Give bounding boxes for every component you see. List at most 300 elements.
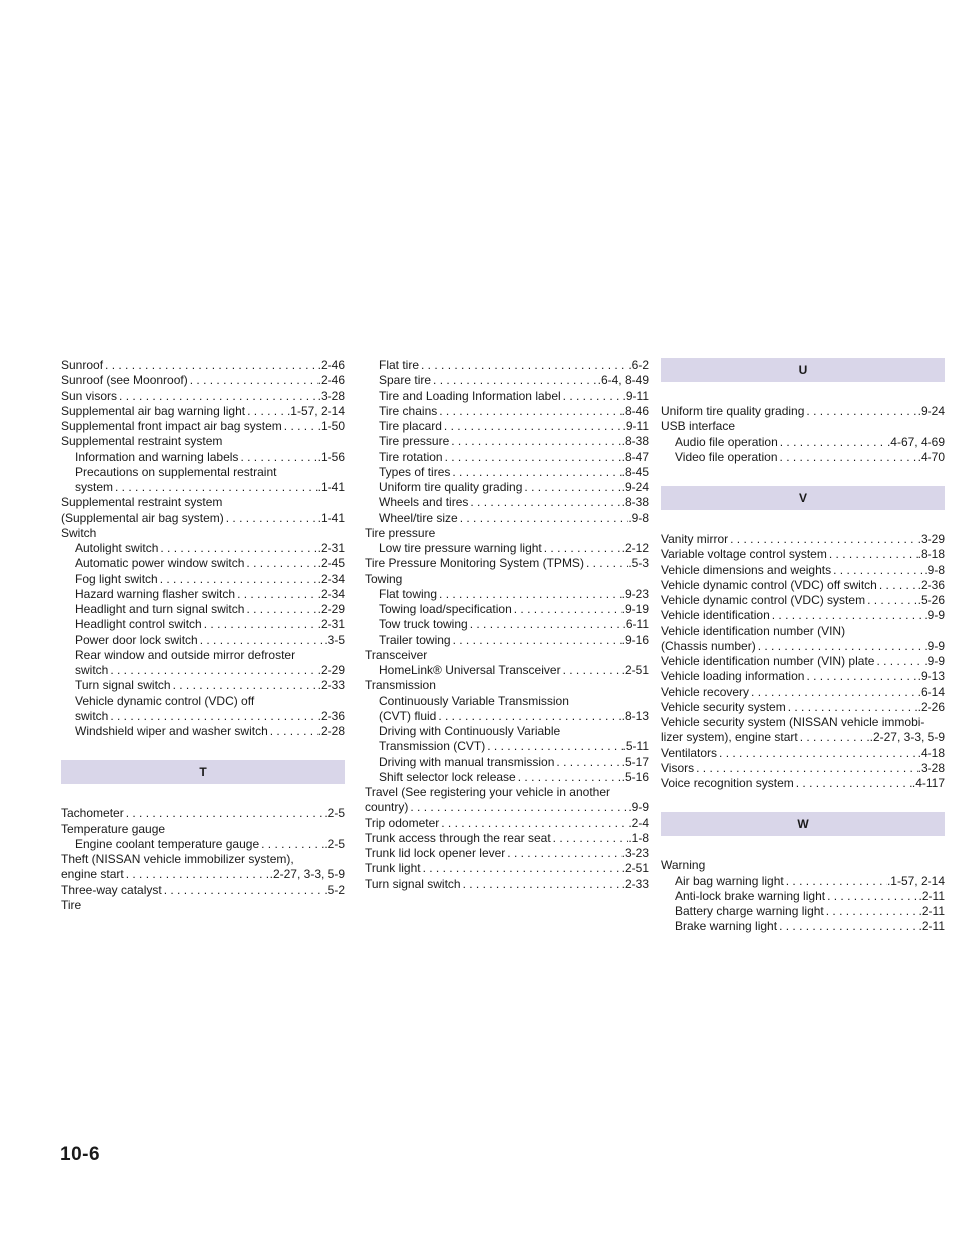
index-term: Continuously Variable Transmission [379, 693, 569, 708]
dot-leader [468, 495, 621, 510]
index-entry-term: HomeLink® Universal Transceiver [379, 663, 561, 677]
index-entry-page: .2-12 [621, 541, 649, 555]
index-term: Vehicle dynamic control (VDC) off [75, 693, 255, 708]
dot-leader [436, 709, 621, 724]
dot-leader [124, 806, 325, 821]
dot-leader [235, 587, 318, 602]
index-entry-term: Supplemental air bag warning light [61, 403, 246, 418]
index-entry-page: .8-47 [621, 449, 649, 464]
index-entry [365, 617, 649, 632]
dot-leader [282, 419, 318, 434]
index-entry-page: .9-9 [924, 638, 945, 653]
index-entry-term: Trunk light [365, 861, 421, 876]
index-term: Transceiver [365, 647, 428, 662]
index-entry-page: .9-24 [917, 404, 945, 418]
index-term: Supplemental restraint system [61, 495, 223, 510]
dot-leader [461, 877, 622, 892]
index-entry [661, 761, 945, 776]
index-entry [365, 800, 649, 815]
index-entry-page: .3-5 [324, 632, 345, 647]
index-entry-page: .5-26 [917, 593, 945, 607]
index-entry-page: .1-8 [628, 830, 649, 845]
dot-leader [522, 480, 621, 495]
index-entry-page: .2-51 [621, 663, 649, 677]
index-column-1 [61, 358, 345, 913]
index-entry-term: Vehicle security system [661, 699, 786, 714]
dot-leader [458, 511, 629, 526]
index-entry-page: .6-14 [917, 684, 945, 699]
index-entry-term: Three-way catalyst [61, 882, 162, 897]
index-entry [365, 770, 649, 785]
index-entry-term: Vehicle dynamic control (VDC) off switch [661, 577, 877, 592]
dot-leader [103, 358, 318, 373]
dot-leader [794, 776, 912, 791]
dot-leader [827, 547, 918, 562]
index-entry [61, 358, 345, 373]
index-entry-term: Anti-lock brake warning light [675, 888, 826, 903]
index-entry-term: Hazard warning flasher switch [75, 586, 236, 601]
index-entry-term: Uniform tire quality grading [379, 480, 523, 494]
index-entry-page: .1-50 [317, 419, 345, 433]
index-entry [365, 373, 649, 388]
dot-leader [158, 572, 318, 587]
index-entry-page: .2-33 [621, 876, 649, 891]
dot-leader [162, 883, 325, 898]
section-letter-heading: T [61, 760, 345, 784]
dot-leader [824, 904, 919, 919]
dot-leader [450, 465, 621, 480]
dot-leader [108, 663, 317, 678]
page-number: 10-6 [60, 1144, 101, 1165]
index-entry-page: .2-28 [317, 724, 345, 738]
index-entry [61, 480, 345, 495]
dot-leader [554, 755, 621, 770]
index-entry-page: .9-11 [622, 419, 649, 433]
index-entry [661, 608, 945, 623]
index-term: Supplemental restraint system [61, 434, 223, 449]
index-entry-page: .2-5 [324, 836, 345, 851]
index-term: Rear window and outside mirror defroster [75, 647, 296, 662]
dot-leader [865, 593, 918, 608]
index-entry-page: .2-46 [317, 358, 345, 372]
index-entry-page: .9-8 [924, 562, 945, 577]
index-entry-term: Visors [661, 760, 695, 775]
section-letter-heading: U [661, 358, 945, 382]
index-entry-term: Sun visors [61, 388, 118, 403]
index-entry [61, 373, 345, 388]
index-entry [365, 389, 649, 404]
dot-leader [421, 861, 622, 876]
index-entry-page: .2-36 [917, 577, 945, 592]
index-entry-term: Tire chains [379, 403, 438, 418]
index-entry-page: .4-117 [911, 776, 945, 790]
index-entry-term: Autolight switch [75, 541, 159, 555]
index-entry-page: .4-67, 4-69 [886, 434, 945, 449]
dot-leader [158, 541, 317, 556]
index-entry [365, 816, 649, 831]
index-entry-page: .1-57, 2-14 [886, 873, 945, 888]
index-entry-term: Uniform tire quality grading [661, 404, 805, 418]
dot-leader [124, 867, 270, 882]
index-term: Tire [61, 897, 82, 912]
index-entry-term: Vehicle identification [661, 608, 770, 623]
dot-leader [584, 556, 628, 571]
dot-leader [238, 450, 317, 465]
dot-leader [113, 480, 318, 495]
index-entry [661, 874, 945, 889]
index-entry [61, 419, 345, 434]
index-entry-page: .9-23 [621, 586, 649, 601]
index-entry [365, 861, 649, 876]
index-entry-term: Vehicle recovery [661, 684, 750, 699]
index-entry-page: .2-31 [317, 541, 345, 555]
dot-leader [778, 435, 887, 450]
index-entry-term: Trunk lid lock opener lever [365, 846, 506, 860]
index-entry-page: .5-2 [324, 882, 345, 897]
index-entry-term: Headlight and turn signal switch [75, 602, 245, 616]
index-entry-term: country) [365, 800, 409, 815]
dot-leader [825, 889, 918, 904]
dot-leader [439, 816, 628, 831]
dot-leader [245, 404, 287, 419]
index-term: Theft (NISSAN vehicle immobilizer system), [61, 852, 294, 866]
index-entry-term: Video file operation [675, 449, 778, 464]
dot-leader [244, 602, 317, 617]
dot-leader [717, 746, 918, 761]
index-term: Driving with Continuously Variable [379, 724, 561, 738]
index-entry-term: Engine coolant temperature gauge [75, 836, 260, 851]
index-entry-page: .9-11 [622, 388, 649, 403]
index-entry-term: Windshield wiper and washer switch [75, 724, 268, 738]
index-entry-page: .9-8 [628, 510, 649, 525]
index-entry-page: .2-34 [317, 586, 345, 601]
index-entry [661, 746, 945, 761]
index-entry-page: .2-4 [628, 815, 649, 830]
index-entry-page: .9-19 [621, 602, 649, 616]
index-entry-page: .8-38 [621, 434, 649, 449]
index-entry [365, 739, 649, 754]
dot-leader [831, 563, 924, 578]
index-entry-page: .8-38 [621, 495, 649, 510]
index-term: Precautions on supplemental restraint [75, 464, 277, 479]
index-entry-page: .2-31 [317, 617, 345, 632]
index-entry [61, 541, 345, 556]
index-entry-term: Ventilators [661, 745, 718, 760]
index-entry [661, 593, 945, 608]
index-entry [61, 404, 345, 419]
index-entry [365, 831, 649, 846]
index-entry [61, 633, 345, 648]
dot-leader [874, 654, 924, 669]
index-entry-page: .6-2 [628, 358, 649, 372]
dot-leader [777, 919, 918, 934]
index-entry-term: (Supplemental air bag system) [61, 510, 224, 525]
dot-leader [259, 837, 324, 852]
index-entry-term: Driving with manual transmission [379, 754, 555, 769]
index-entry-page: .2-27, 3-3, 5-9 [269, 867, 345, 882]
index-entry [61, 511, 345, 526]
index-entry-term: Flat towing [379, 586, 438, 601]
index-entry-term: Tire placard [379, 419, 442, 433]
index-entry-page: .5-11 [622, 739, 649, 754]
index-entry [61, 663, 345, 678]
index-entry [365, 465, 649, 480]
index-term: Vehicle security system (NISSAN vehicle immobi- [661, 715, 925, 729]
index-entry-page: .5-3 [628, 556, 649, 571]
index-entry-term: Vehicle dynamic control (VDC) system [661, 593, 866, 607]
index-entry [365, 755, 649, 770]
index-entry-term: Transmission (CVT) [379, 739, 486, 754]
dot-leader [786, 700, 918, 715]
index-entry [661, 669, 945, 684]
index-entry-page: .6-4, 8-49 [597, 373, 649, 388]
index-entry [365, 633, 649, 648]
index-entry [365, 450, 649, 465]
index-entry-page: .1-41 [317, 480, 345, 494]
index-term: Tire pressure [365, 525, 436, 540]
dot-leader [108, 709, 317, 724]
index-term: Temperature gauge [61, 821, 166, 836]
index-entry-term: Brake warning light [675, 919, 778, 934]
index-entry-term: Air bag warning light [675, 873, 784, 888]
index-entry [661, 450, 945, 465]
dot-leader [512, 602, 622, 617]
index-entry [61, 806, 345, 821]
dot-leader [442, 419, 623, 434]
index-entry [365, 358, 649, 373]
dot-leader [551, 831, 629, 846]
index-entry-term: Variable voltage control system [661, 547, 827, 562]
index-entry-term: Sunroof [61, 358, 104, 372]
index-entry-term: (CVT) fluid [379, 708, 437, 723]
dot-leader [431, 373, 598, 388]
index-entry-term: Tow truck towing [379, 617, 468, 632]
index-entry-page: .6-11 [622, 617, 649, 632]
dot-leader [542, 541, 622, 556]
index-entry-term: Tachometer [61, 806, 124, 821]
index-entry-term: Battery charge warning light [675, 904, 824, 918]
dot-leader [443, 450, 622, 465]
dot-leader [694, 761, 918, 776]
index-entry-page: .9-13 [917, 669, 945, 684]
index-entry-page: .9-9 [628, 800, 649, 815]
index-entry [661, 700, 945, 715]
index-entry [61, 617, 345, 632]
index-entry-page: .2-29 [317, 663, 345, 677]
index-entry-term: Tire pressure [379, 434, 450, 449]
index-entry [661, 889, 945, 904]
index-entry-term: engine start [61, 867, 124, 882]
index-entry-page: .4-18 [917, 745, 945, 760]
index-entry-page: .1-56 [317, 449, 345, 464]
dot-leader [224, 511, 318, 526]
index-entry-term: Headlight control switch [75, 617, 202, 632]
index-entry [61, 556, 345, 571]
index-entry [365, 663, 649, 678]
index-entry [661, 730, 945, 745]
index-entry-term: Fog light switch [75, 571, 158, 586]
index-entry-term: Trailer towing [379, 632, 451, 647]
dot-leader [437, 587, 622, 602]
index-entry [661, 435, 945, 450]
index-entry [365, 541, 649, 556]
index-entry-page: .2-34 [317, 571, 345, 586]
index-entry [61, 678, 345, 693]
index-column-2 [365, 358, 649, 892]
index-entry-page: .8-13 [621, 708, 649, 723]
dot-leader [198, 633, 325, 648]
index-entry [365, 419, 649, 434]
index-entry-page: .9-24 [621, 480, 649, 494]
dot-leader [451, 633, 622, 648]
dot-leader [784, 874, 887, 889]
index-entry-page: .2-36 [317, 708, 345, 723]
dot-leader [516, 770, 622, 785]
index-entry-term: Vehicle dimensions and weights [661, 562, 832, 577]
dot-leader [268, 724, 318, 739]
dot-leader [408, 800, 628, 815]
index-entry-page: .2-11 [918, 919, 945, 934]
index-entry [365, 480, 649, 495]
dot-leader [728, 532, 918, 547]
index-entry [61, 867, 345, 882]
index-entry [61, 587, 345, 602]
dot-leader [770, 608, 925, 623]
index-entry-page: .2-51 [621, 861, 649, 876]
index-entry [61, 602, 345, 617]
index-entry-term: Tire and Loading Information label [379, 388, 561, 403]
index-entry-page: .1-57, 2-14 [286, 403, 345, 418]
index-entry-page: .3-23 [621, 846, 649, 860]
index-entry-page: .4-70 [917, 449, 945, 464]
index-entry [661, 919, 945, 934]
index-entry [661, 532, 945, 547]
index-entry-page: .3-29 [917, 532, 945, 546]
dot-leader [804, 669, 917, 684]
dot-leader [171, 678, 318, 693]
index-entry-term: system [75, 480, 114, 494]
index-entry-term: lizer system), engine start [661, 730, 798, 745]
index-entry-term: Sunroof (see Moonroof) [61, 373, 188, 388]
index-entry [661, 776, 945, 791]
index-term: Towing [365, 571, 403, 586]
index-entry [365, 434, 649, 449]
index-entry [661, 654, 945, 669]
index-entry [365, 495, 649, 510]
index-entry-term: Low tire pressure warning light [379, 541, 542, 555]
index-term: Transmission [365, 678, 436, 693]
index-entry-term: Wheel/tire size [379, 510, 458, 525]
index-entry-term: Supplemental front impact air bag system [61, 419, 282, 433]
index-entry-term: Turn signal switch [365, 876, 461, 891]
dot-leader [798, 730, 870, 745]
index-entry [661, 685, 945, 700]
dot-leader [561, 389, 623, 404]
dot-leader [485, 739, 622, 754]
index-entry-term: Spare tire [379, 373, 432, 388]
index-entry-term: Wheels and tires [379, 495, 469, 510]
index-entry [61, 883, 345, 898]
index-entry-term: Power door lock switch [75, 632, 198, 647]
section-letter-heading: W [661, 812, 945, 836]
dot-leader [756, 639, 925, 654]
index-entry-page: .9-9 [924, 654, 945, 668]
index-term: Warning [661, 858, 706, 873]
index-entry [661, 639, 945, 654]
index-entry-page: .9-9 [924, 608, 945, 623]
index-entry-term: Towing load/specification [379, 602, 512, 616]
index-entry-page: .2-27, 3-3, 5-9 [869, 730, 945, 745]
dot-leader [117, 389, 318, 404]
index-entry [661, 404, 945, 419]
dot-leader [188, 373, 318, 388]
index-entry-term: Turn signal switch [75, 678, 171, 693]
index-entry-term: Vehicle identification number (VIN) plate [661, 654, 875, 668]
index-term: USB interface [661, 419, 736, 434]
index-entry-term: Types of tires [379, 464, 451, 479]
index-entry-page: .2-11 [918, 904, 945, 918]
index-entry-page: .2-26 [917, 699, 945, 714]
index-entry-term: Automatic power window switch [75, 556, 245, 571]
section-letter-heading: V [661, 486, 945, 510]
index-entry [61, 724, 345, 739]
index-entry-page: .2-45 [317, 556, 345, 571]
index-entry-term: Shift selector lock release [379, 769, 516, 784]
index-entry [661, 904, 945, 919]
index-entry-page: .2-46 [317, 373, 345, 388]
index-entry [61, 572, 345, 587]
index-entry [661, 563, 945, 578]
index-entry [661, 547, 945, 562]
dot-leader [749, 685, 918, 700]
index-entry-page: .5-16 [621, 769, 649, 784]
index-entry [365, 602, 649, 617]
index-entry-page: .2-5 [324, 806, 345, 821]
dot-leader [419, 358, 628, 373]
index-entry-term: Voice recognition system [661, 776, 794, 790]
index-entry-term: Trip odometer [365, 815, 440, 830]
index-entry-page: .1-41 [317, 510, 345, 525]
index-entry-term: Vehicle loading information [661, 669, 805, 684]
index-entry-page: .8-18 [917, 547, 945, 562]
dot-leader [437, 404, 621, 419]
index-entry-page: .2-29 [317, 602, 345, 616]
dot-leader [244, 556, 317, 571]
index-entry-page: .3-28 [917, 760, 945, 775]
dot-leader [449, 434, 621, 449]
index-entry-term: Tire Pressure Monitoring System (TPMS) [365, 556, 584, 571]
index-term: Travel (See registering your vehicle in another [365, 785, 611, 799]
index-entry-term: Tire rotation [379, 449, 443, 464]
index-entry-term: switch [75, 708, 109, 723]
dot-leader [561, 663, 622, 678]
dot-leader [468, 617, 623, 632]
dot-leader [877, 578, 918, 593]
index-entry-term: Trunk access through the rear seat [365, 830, 551, 845]
index-entry-term: (Chassis number) [661, 638, 756, 653]
dot-leader [804, 404, 917, 419]
index-entry [365, 709, 649, 724]
index-entry-term: Audio file operation [675, 434, 778, 449]
index-column-3 [661, 358, 945, 935]
index-entry [61, 837, 345, 852]
index-entry-page: .8-45 [621, 464, 649, 479]
index-entry [365, 877, 649, 892]
index-entry-page: .3-28 [317, 388, 345, 403]
index-entry [61, 450, 345, 465]
index-entry [365, 404, 649, 419]
index-term: Switch [61, 525, 97, 540]
